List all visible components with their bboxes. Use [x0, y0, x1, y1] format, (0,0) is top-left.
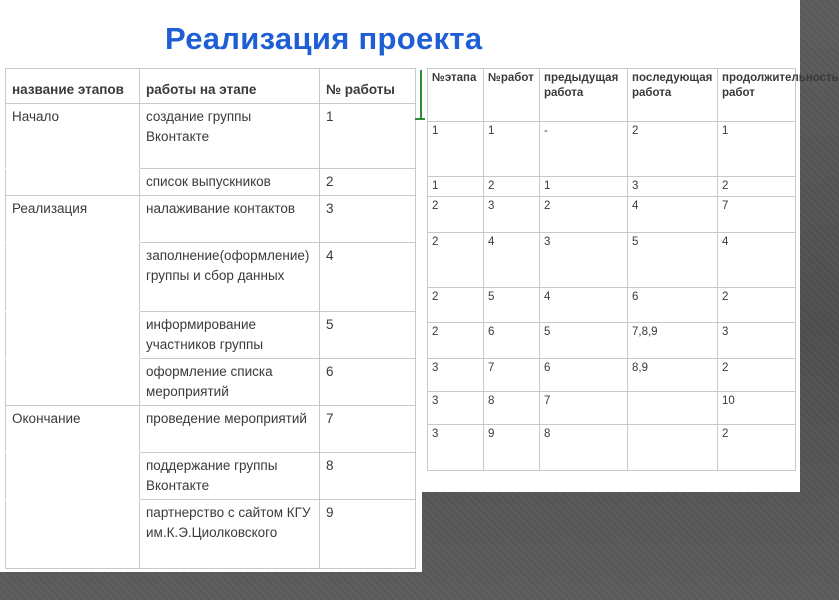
cell: 2	[718, 177, 796, 197]
work-number-cell: 6	[320, 359, 416, 406]
work-number-cell: 1	[320, 104, 416, 169]
stage-cell: Начало	[6, 104, 140, 169]
cell: 3	[428, 425, 484, 471]
cell: 3	[484, 197, 540, 233]
cell: 1	[428, 177, 484, 197]
cell: 10	[718, 392, 796, 425]
cell: 4	[484, 233, 540, 288]
cell: 5	[540, 323, 628, 359]
work-number-cell: 5	[320, 312, 416, 359]
cell: 2	[428, 233, 484, 288]
table-row	[428, 323, 796, 359]
cell: 3	[428, 392, 484, 425]
cell: 2	[428, 197, 484, 233]
cell: 2	[718, 288, 796, 323]
work-number-cell: 7	[320, 406, 416, 453]
header-cell: №этапа	[428, 69, 484, 122]
work-cell: поддержание группы Вконтакте	[140, 453, 320, 500]
work-number-cell: 4	[320, 243, 416, 312]
table-row	[6, 406, 416, 453]
header-cell: № работы	[320, 69, 416, 104]
table-row	[6, 359, 416, 406]
cell: 2	[540, 197, 628, 233]
cell: -	[540, 122, 628, 177]
cell: 7	[718, 197, 796, 233]
stage-cell	[6, 243, 140, 312]
stage-cell: Окончание	[6, 406, 140, 453]
cell: 6	[628, 288, 718, 323]
stage-cell	[6, 453, 140, 500]
cell: 4	[628, 197, 718, 233]
cell: 3	[628, 177, 718, 197]
work-number-cell: 3	[320, 196, 416, 243]
work-number-cell: 2	[320, 169, 416, 196]
work-number-cell: 9	[320, 500, 416, 569]
table-header-row	[428, 69, 796, 122]
cell: 2	[718, 359, 796, 392]
table-row	[6, 453, 416, 500]
cell: 2	[628, 122, 718, 177]
table-row	[6, 169, 416, 196]
header-cell: продолжительность работ	[718, 69, 796, 122]
cell	[628, 392, 718, 425]
cell: 6	[540, 359, 628, 392]
cell: 4	[540, 288, 628, 323]
cell: 2	[428, 288, 484, 323]
cell-cursor-marker	[420, 70, 422, 120]
cell: 7	[540, 392, 628, 425]
stage-cell	[6, 169, 140, 196]
cell: 9	[484, 425, 540, 471]
work-cell: налаживание контактов	[140, 196, 320, 243]
stage-cell	[6, 312, 140, 359]
slide-title: Реализация проекта	[165, 21, 483, 56]
cell: 5	[484, 288, 540, 323]
cell: 8	[484, 392, 540, 425]
table-row	[6, 196, 416, 243]
stage-cell: Реализация	[6, 196, 140, 243]
table-row	[428, 233, 796, 288]
cell: 2	[428, 323, 484, 359]
work-cell: заполнение(оформление) группы и сбор данных	[140, 243, 320, 312]
table-row	[428, 425, 796, 471]
work-sequence-table	[427, 68, 839, 471]
work-cell: информирование участников группы	[140, 312, 320, 359]
table-row	[6, 500, 416, 569]
work-cell: создание группы Вконтакте	[140, 104, 320, 169]
cell: 8,9	[628, 359, 718, 392]
table-row	[428, 122, 796, 177]
cell: 2	[484, 177, 540, 197]
cell: 7	[484, 359, 540, 392]
table-row	[428, 359, 796, 392]
cell: 3	[718, 323, 796, 359]
cell: 4	[718, 233, 796, 288]
cell: 3	[428, 359, 484, 392]
table-row	[428, 392, 796, 425]
stage-cell	[6, 500, 140, 569]
work-cell: список выпускников	[140, 169, 320, 196]
work-number-cell: 8	[320, 453, 416, 500]
cell	[628, 425, 718, 471]
header-cell: №работ	[484, 69, 540, 122]
table-row	[428, 288, 796, 323]
cell: 1	[484, 122, 540, 177]
cell: 7,8,9	[628, 323, 718, 359]
stage-cell	[6, 359, 140, 406]
cell: 3	[540, 233, 628, 288]
table-header-row	[6, 69, 416, 104]
cell: 1	[428, 122, 484, 177]
cell-cursor-marker-arm	[415, 118, 425, 120]
header-cell: работы на этапе	[140, 69, 320, 104]
work-cell: проведение мероприятий	[140, 406, 320, 453]
header-cell: название этапов	[6, 69, 140, 104]
table-row	[6, 243, 416, 312]
table-row	[6, 104, 416, 169]
cell: 6	[484, 323, 540, 359]
header-cell: последующая работа	[628, 69, 718, 122]
table-row	[428, 197, 796, 233]
cell: 5	[628, 233, 718, 288]
table-row	[6, 312, 416, 359]
work-cell: партнерство с сайтом КГУ им.К.Э.Циолковского	[140, 500, 320, 569]
cell: 1	[718, 122, 796, 177]
header-cell: предыдущая работа	[540, 69, 628, 122]
work-cell: оформление списка мероприятий	[140, 359, 320, 406]
stages-works-table	[5, 68, 416, 569]
cell: 1	[540, 177, 628, 197]
cell: 8	[540, 425, 628, 471]
table-row	[428, 177, 796, 197]
cell: 2	[718, 425, 796, 471]
